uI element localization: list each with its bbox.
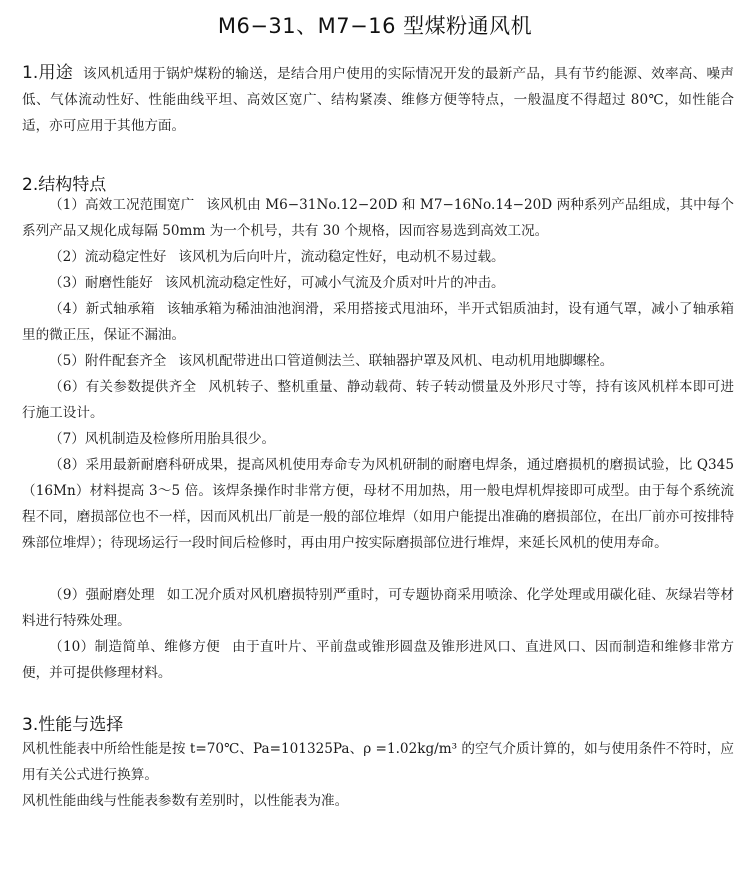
section-heading-structure: 2.结构特点 — [22, 175, 107, 195]
structure-item-lead: （7）风机制造及检修所用胎具很少。 — [49, 431, 276, 447]
structure-item-lead: （3）耐磨性能好 — [49, 275, 153, 291]
structure-item-text: 采用最新耐磨科研成果，提高风机使用寿命专为风机研制的耐磨电焊条，通过磨损机的磨损试验，比 Q345（16Mn）材料提高 3～5 倍。该焊条操作时非常方便，母材不用加热，用一般电焊机焊接即可成型。由于每个系统流程不同，磨损部位也不一样，因而风机出厂前是一般的部位堆焊（如用户能提出准确的磨损部位，在出厂前亦可按排特殊部位堆焊）；待现场运行一段时间后检修时，再由用户按实际磨损部位进行堆焊，来延长风机的使用寿命。 — [22, 457, 734, 551]
structure-item-text: 该风机为后向叶片，流动稳定性好，电动机不易过载。 — [178, 249, 505, 265]
structure-item-text: 该风机配带进出口管道侧法兰、联轴器护罩及风机、电动机用地脚螺栓。 — [178, 353, 614, 369]
structure-item-text: 如工况介质对风机磨损特别严重时，可专题协商采用喷涂、化学处理或用碳化硅、灰绿岩等材料进行特殊处理。 — [22, 587, 734, 629]
structure-item — [22, 452, 734, 556]
structure-item — [22, 244, 734, 270]
performance-paragraph: 风机性能曲线与性能表参数有差别时，以性能表为准。 — [22, 793, 349, 809]
performance-paragraph: 风机性能表中所给性能是按 t=70℃、Pa=101325Pa、ρ =1.02kg/m³ 的空气介质计算的，如与使用条件不符时，应用有关公式进行换算。 — [22, 741, 734, 783]
structure-item — [22, 270, 734, 296]
structure-item-lead: （4）新式轴承箱 — [49, 301, 155, 317]
structure-item-text: 由于直叶片、平前盘或锥形圆盘及锥形进风口、直进风口、因而制造和维修非常方便，并可提供修理材料。 — [22, 639, 735, 681]
structure-item — [22, 192, 734, 244]
section-heading-performance: 3.性能与选择 — [22, 715, 124, 735]
section-usage — [22, 60, 734, 139]
structure-item — [22, 426, 734, 452]
structure-item-lead: （8） — [49, 457, 86, 473]
structure-item-lead: （5）附件配套齐全 — [49, 353, 167, 369]
structure-item-lead: （2）流动稳定性好 — [49, 249, 167, 265]
usage-text: 该风机适用于锅炉煤粉的输送，是结合用户使用的实际情况开发的最新产品，具有节约能源、效率高、噪声低、气体流动性好、性能曲线平坦、高效区宽广、结构紧凑、维修方便等特点，一般温度不得超过 80℃，如性能合适，亦可应用于其他方面。 — [22, 66, 734, 134]
structure-item-text: 该风机由 M6−31No.12−20D 和 M7−16No.14−20D 两种系列产品组成，其中每个系列产品又规化成每隔 50mm 为一个机号，共有 30 个规格，因而容易选到高效工况。 — [22, 197, 734, 239]
structure-item-text: 该轴承箱为稀油油池润滑，采用搭接式甩油环，半开式铝质油封，设有通气罩，减小了轴承箱里的微正压，保证不漏油。 — [22, 301, 734, 343]
section-heading-usage: 1.用途 — [22, 63, 74, 83]
structure-item — [22, 348, 734, 374]
structure-item-lead: （10）制造简单、维修方便 — [49, 639, 221, 655]
structure-item — [22, 582, 734, 634]
structure-item-lead: （1）高效工况范围宽广 — [49, 197, 195, 213]
structure-item — [22, 296, 734, 348]
structure-item-lead: （6）有关参数提供齐全 — [49, 379, 197, 395]
structure-item-text: 风机转子、整机重量、静动载荷、转子转动惯量及外形尺寸等，持有该风机样本即可进行施工设计。 — [22, 379, 735, 421]
structure-item — [22, 374, 734, 426]
page-title: M6−31、M7−16 型煤粉通风机 — [217, 14, 533, 38]
structure-item-lead: （9）强耐磨处理 — [49, 587, 155, 603]
structure-item — [22, 634, 734, 686]
structure-item-text: 该风机流动稳定性好，可减小气流及介质对叶片的冲击。 — [164, 275, 505, 291]
